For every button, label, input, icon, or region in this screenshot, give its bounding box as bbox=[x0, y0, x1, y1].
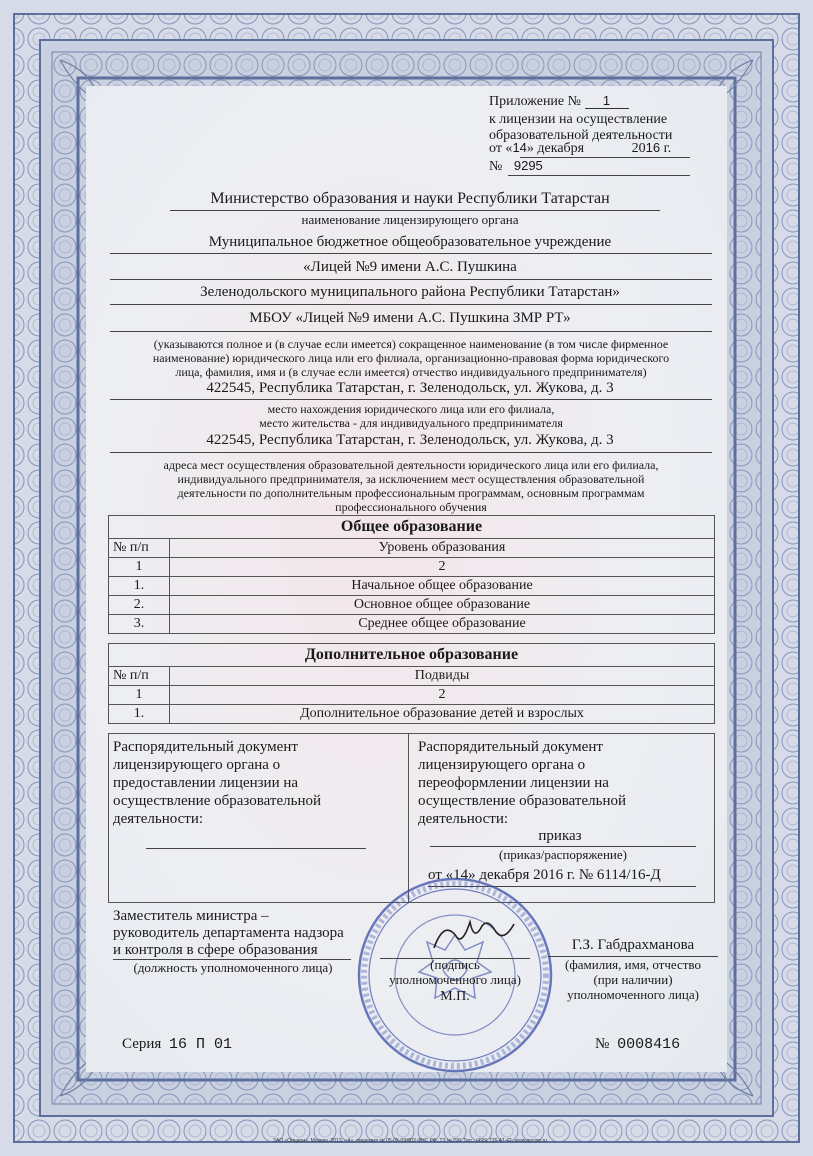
authority-caption: наименование лицензирующего органа bbox=[301, 212, 519, 227]
table-header-number: № п/п bbox=[109, 539, 170, 558]
series-block bbox=[122, 1036, 232, 1053]
date-month: » декабря bbox=[526, 141, 585, 156]
date-day: 14 bbox=[512, 140, 527, 155]
date-year-prefix: 20 bbox=[631, 141, 646, 156]
authority-name: Министерство образования и науки Республики Татарстан bbox=[210, 190, 610, 207]
name-caption-1: (фамилия, имя, отчество bbox=[565, 957, 701, 972]
license-num-label: № bbox=[489, 159, 503, 174]
table-row bbox=[109, 705, 715, 724]
row-number: 3. bbox=[109, 615, 170, 634]
position-line-1: Заместитель министра – bbox=[113, 908, 269, 924]
stamp-place: М.П. bbox=[440, 989, 470, 1004]
activity-caption-2: индивидуального предпринимателя, за исключением мест осуществления образовательной bbox=[177, 472, 645, 486]
row-number: 1. bbox=[109, 705, 170, 724]
appendix-number: 1 bbox=[585, 93, 629, 109]
order-type: приказ bbox=[538, 828, 582, 844]
sign-caption-1: (подпись bbox=[430, 957, 480, 972]
appendix-line1: к лицензии на осуществление bbox=[489, 112, 668, 127]
order-caption: (приказ/распоряжение) bbox=[499, 847, 627, 862]
sign-caption-2: уполномоченного лица) bbox=[389, 972, 521, 987]
grant-line-3: предоставлении лицензии на bbox=[113, 775, 299, 791]
activity-caption-3: деятельности по дополнительным профессиональным программам, основным программам bbox=[177, 486, 645, 500]
table-row bbox=[109, 596, 715, 615]
reissue-line-3: переоформлении лицензии на bbox=[418, 775, 609, 791]
general-education-table bbox=[108, 515, 715, 634]
table-index-cell: 2 bbox=[170, 686, 715, 705]
grant-line-1: Распорядительный документ bbox=[113, 739, 298, 755]
organization-line3: Зеленодольского муниципального района Республики Татарстан» bbox=[200, 284, 620, 300]
row-level: Среднее общее образование bbox=[170, 615, 715, 634]
row-level: Основное общее образование bbox=[170, 596, 715, 615]
document-grant bbox=[113, 738, 321, 828]
name-caption-2: (при наличии) bbox=[593, 972, 673, 987]
name-caption-3: уполномоченного лица) bbox=[567, 987, 699, 1002]
grant-line-2: лицензирующего органа о bbox=[113, 757, 281, 773]
activity-caption bbox=[110, 458, 712, 514]
table-header-level: Уровень образования bbox=[170, 539, 715, 558]
signatory-name: Г.З. Габдрахманова bbox=[571, 937, 695, 953]
series-value: 16 П 01 bbox=[169, 1036, 233, 1053]
reissue-line-4: осуществление образовательной bbox=[418, 793, 626, 809]
position-line-3: и контроля в сфере образования bbox=[113, 942, 318, 958]
organization-line2: «Лицей №9 имени А.С. Пушкина bbox=[303, 259, 517, 275]
date-year: 16 bbox=[645, 140, 661, 155]
table-row bbox=[109, 577, 715, 596]
series-label: Серия bbox=[122, 1036, 162, 1052]
appendix-header bbox=[489, 93, 629, 110]
location-caption-1: место нахождения юридического лица или его филиала, bbox=[267, 402, 555, 416]
activity-caption-4: профессионального обучения bbox=[335, 500, 487, 514]
position-caption: (должность уполномоченного лица) bbox=[133, 960, 333, 975]
organization-line1: Муниципальное бюджетное общеобразовательное учреждение bbox=[208, 234, 612, 250]
table-index-cell: 1 bbox=[109, 686, 170, 705]
location-caption bbox=[110, 402, 712, 430]
row-level: Начальное общее образование bbox=[170, 577, 715, 596]
location-address: 422545, Республика Татарстан, г. Зеленодольск, ул. Жукова, д. 3 bbox=[206, 380, 614, 396]
document-reissue bbox=[418, 738, 626, 828]
table-row bbox=[109, 615, 715, 634]
additional-education-table bbox=[108, 643, 715, 724]
license-number-line bbox=[489, 158, 543, 175]
reissue-line-2: лицензирующего органа о bbox=[418, 757, 586, 773]
organization-caption-1: (указываются полное и (в случае если имеется) сокращенное наименование (в том числе фирменное bbox=[153, 337, 669, 351]
table-header-number: № п/п bbox=[109, 667, 170, 686]
table-header-subtype: Подвиды bbox=[170, 667, 715, 686]
order-date-number: от «14» декабря 2016 г. № 6114/16-Д bbox=[428, 867, 661, 883]
signature-caption bbox=[380, 957, 530, 987]
position-line-2: руководитель департамента надзора bbox=[113, 925, 344, 941]
handwritten-signature bbox=[428, 918, 518, 958]
general-education-title: Общее образование bbox=[109, 516, 715, 539]
date-year-suffix: г. bbox=[663, 141, 672, 156]
form-number-label: № bbox=[595, 1036, 610, 1052]
reissue-line-5: деятельности: bbox=[418, 811, 509, 827]
row-subtype: Дополнительное образование детей и взрослых bbox=[170, 705, 715, 724]
appendix-date bbox=[489, 140, 671, 157]
organization-caption-3: лица, фамилия, имя и (в случае если имеется) отчество индивидуального предпринимателя) bbox=[175, 365, 647, 379]
activity-address: 422545, Республика Татарстан, г. Зеленодольск, ул. Жукова, д. 3 bbox=[206, 432, 614, 448]
organization-short-name: МБОУ «Лицей №9 имени А.С. Пушкина ЗМР РТ» bbox=[249, 310, 571, 326]
appendix-label: Приложение № bbox=[489, 94, 581, 109]
row-number: 1. bbox=[109, 577, 170, 596]
form-number-block bbox=[595, 1036, 680, 1053]
additional-education-title: Дополнительное образование bbox=[109, 644, 715, 667]
grant-line-4: осуществление образовательной bbox=[113, 793, 321, 809]
reissue-line-1: Распорядительный документ bbox=[418, 739, 603, 755]
printer-info: ЗАО «Опцион», Москва, 2013, «А», лицензия № 05-05-09/003 ФНС РФ, ТЗ №290. Тел.: (495) 726-47-42, www.opcion.ru bbox=[273, 1138, 547, 1144]
appendix-line2: образовательной деятельности bbox=[489, 128, 673, 143]
table-index-cell: 2 bbox=[170, 558, 715, 577]
name-caption bbox=[548, 957, 718, 1002]
signatory-position bbox=[113, 908, 344, 959]
table-index-cell: 1 bbox=[109, 558, 170, 577]
license-number: 9295 bbox=[513, 158, 543, 173]
form-number: 0008416 bbox=[617, 1036, 681, 1053]
grant-line-5: деятельности: bbox=[113, 811, 204, 827]
organization-caption bbox=[110, 337, 712, 379]
activity-caption-1: адреса мест осуществления образовательной деятельности юридического лица или его филиала, bbox=[163, 458, 659, 472]
date-prefix: от « bbox=[489, 141, 513, 156]
location-caption-2: место жительства - для индивидуального предпринимателя bbox=[259, 416, 563, 430]
row-number: 2. bbox=[109, 596, 170, 615]
organization-caption-2: наименование) юридического лица или его филиала, организационно-правовая форма юридического bbox=[152, 351, 670, 365]
